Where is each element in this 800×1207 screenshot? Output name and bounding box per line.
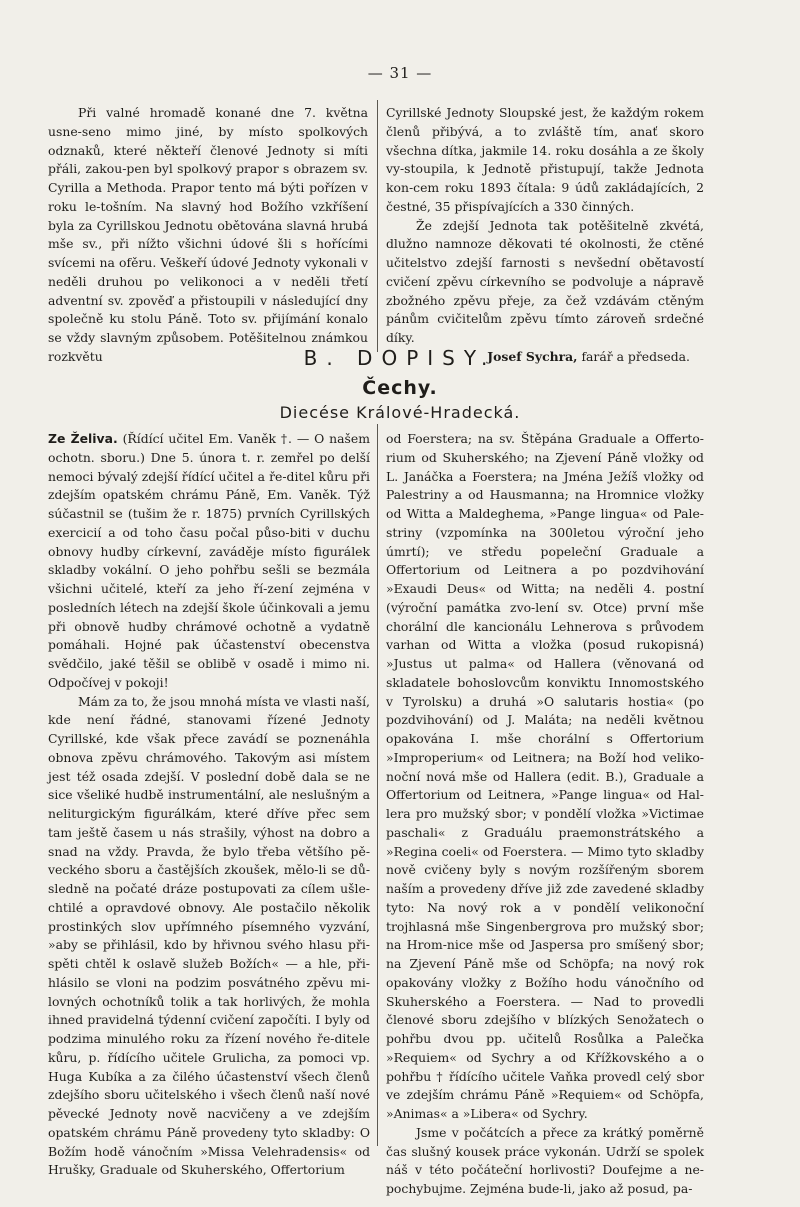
section-heading: B. DOPISY. [303,346,497,370]
page-number: — 31 — [367,64,433,82]
top-right-paragraph-2: Že zdejší Jednota tak potěšitelně zkvétá, dlužno namnoze děkovati té okolnosti, že ctěné učitelstvo zdejší farnosti s nevšední obětavostí cvičení zpěvu církevního se podvoluje a nápravě zbožného zpěvu přeje, za čež vzdávám ctěným pánům cvičitelům zpěvu tímto zároveň srdečné díky. [386,217,704,345]
bottom-left-column [48,430,370,1180]
column-divider-bottom [377,424,378,1146]
signature-role: farář a předseda. [581,348,690,364]
top-right-column [386,104,704,367]
bottom-right-paragraph-1: od Foerstera; na sv. Štěpána Graduale a Offerto-rium od Skuherského; na Zjevení Páně vložky od L. Janáčka a Foerstera; na Jména Ježíš vložky od Palestriny a od Hausmanna; na Hromnice vložky od Witta a Maldeghema, »Pange lingua« od Pale-striny (vzpomínka na 300letou výroční jeho úmrtí); ve středu popeleční Graduale a Offertorium od Leitnera a po pozdvihování »Exaudi Deus« od Witta; na neděli 4. postní (výroční památka zvo-lení sv. Otce) první mše chorální dle kancionálu Lehnerova s průvodem varhan od Witta a vložka (posud rukopisná) »Justus ut palma« od Hallera (věnovaná od skladatele bohoslovcům konviktu Innomostského v Tyrolsku) a druhá »O salutaris hostia« (po pozdvihování) od J. Maláta; na neděli květnou opakována I. mše chorální s Offertorium »Improperium« od Leitnera; na Boží hod veliko-noční nová mše od Hallera (edit. B.), Graduale a Offertorium od Leitnera, »Pange lingua« od Hal-lera pro mužský sbor; v pondělí vložka »Victimae paschali« z Graduálu praemonstrátského a »Regina coeli« od Foerstera. — Mimo tyto skladby nově cvičeny byly s novým rozšířeným sborem naším a provedeny dříve již zde zavedené skladby tyto: Na nový rok a v pondělí velikonoční trojhlasná mše Singenbergrova pro mužský sbor; na Hrom-nice mše od Jaspersa pro smíšený sbor; na Zjevení Páně mše od Schöpfa; na nový rok opakovány vložky z Božího hodu vánočního od Skuherského a Foerstera. — Nad to provedli členové sboru zdejšího v blízkých Senožatech o pohřbu dvou pp. učitelů Rosůlka a Palečka »Requiem« od Sychry a od Křížkovského a o pohřbu † řídícího učitele Vaňka provedl celý sbor ve zdejším chrámu Páně »Requiem« od Schöpfa, »Animas« a »Libera« od Sychry. [386,431,704,1121]
top-left-column [48,104,368,367]
bottom-right-column [386,430,704,1199]
column-divider-top [377,100,378,352]
bottom-left-paragraph-1-text: (Řídící učitel Em. Vaněk †. — O našem ochotn. sboru.) Dne 5. února t. r. zemřel po delší nemoci bývalý zdejší řídící učitel a ře-ditel kůru při zdejším opatském chrámu Páně, Em. Vaněk. Týž súčastnil se (tušim že r. 1875) prvních Cyrillských exercicií a od toho času počal půso-biti v duchu obnovy hudby církevní, zaváděje místo figurálek skladby vokální. O jeho pohřbu sešli se bezmála všichni učitelé, kteří za jeho ří-zení zejména v posledních létech na zdejší škole účinkovali a jemu při obnově hudby chrámové ochotně a vydatně pomáhali. Hojné pak účastenství obecenstva svědčilo, jaké těšil se oblibě v osadě i mimo ni. Odpočívej v pokoji! [48,431,370,690]
bottom-right-paragraph-2: Jsme v počátcích a přece za krátký poměrně čas slušný kousek práce vykonán. Udrží se spolek náš v této počáteční horlivosti? Doufejme a ne-pochybujme. Zejména bude-li, jako až posud, pa- [386,1124,704,1196]
subheading: Čechy. [362,377,438,399]
signature-name: Josef Sychra, [487,348,578,364]
top-left-paragraph: Při valné hromadě konané dne 7. května usne-seno mimo jiné, by místo spolkových odznaků, které někteří členové Jednoty si míti přáli, zakou-pen byl spolkový prapor s obrazem sv. Cyrilla a Methoda. Prapor tento má býti pořízen v roku le-tošním. Na slavný hod Božího vzkříšení byla za Cyrillskou Jednotu obětována slavná hrubá mše sv., při nížto všichni údové šli s hořícími svícemi na ofěru. Veškeří údové Jednoty vykonali v neděli druhou po velikonoci a v neděli třetí adventní sv. zpověď a přistoupili v následující dny společně ku stolu Páně. Toto sv. přijímání konalo se vždy slavným způsobem. Potěšitelnou známkou rozkvětu [48,105,368,364]
bottom-left-paragraph-2: Mám za to, že jsou mnohá místa ve vlasti naší, kde není řádné, stanovami řízené Jednoty Cyrillské, kde však přece zavádí se poznenáhla obnova zpěvu chrámového. Takovým asi místem jest též osada zdejší. V poslední době dala se ne sice všeliké hudbě instrumentální, ale neslušným a neliturgickým figurálkám, které dříve přec sem tam ještě časem u nás strašily, výhost na dobro a snad na vždy. Pravda, že bylo třeba většího pě-veckého sboru a častějších zkoušek, mělo-li se dů-sledně na počaté dráze postupovati za cílem ušle-chtilé a opravdové obnovy. Ale postačilo několik prostinkých slov upřímného písemného vyzvání, »aby se přihlásil, kdo by hřivnou svého hlasu při-spěti chtěl k oslavě služeb Božích« — a hle, při-hlásilo se vloni na podzim posvátného zpěvu mi-lovných ochotníků tolik a tak horlivých, že mohla ihned pravidelná týdenní cvičení započíti. I byly od podzima minulého roku za řízení nového ře-ditele kůru, p. řídícího učitele Grulicha, za pomoci vp. Huga Kubíka a za čilého účastenství všech členů zdejšího sboru učitelského i všech členů naší nové pěvecké Jednoty nově nacvičeny a ve zdejším opatském chrámu Páně provedeny tyto skladby: O Božím hodě vánočním »Missa Velehradensis« od Hrušky, Graduale od Skuherského, Offertorium [48,693,370,1178]
bottom-left-paragraph-1 [48,430,370,693]
lead-place: Ze Želiva. [48,431,118,446]
top-right-paragraph-1: Cyrillské Jednoty Sloupské jest, že každým rokem členů přibývá, a to zvláště tím, anať skoro všechna dítka, jakmile 14. roku dosáhla a ze školy vy-stoupila, k Jednotě přistupují, takže Jednota kon-cem roku 1893 čítala: 9 údů zakládajících, 2 čestné, 35 přispívajících a 330 činných. [386,105,704,214]
diocese-heading: Diecése Králové-Hradecká. [279,403,521,422]
